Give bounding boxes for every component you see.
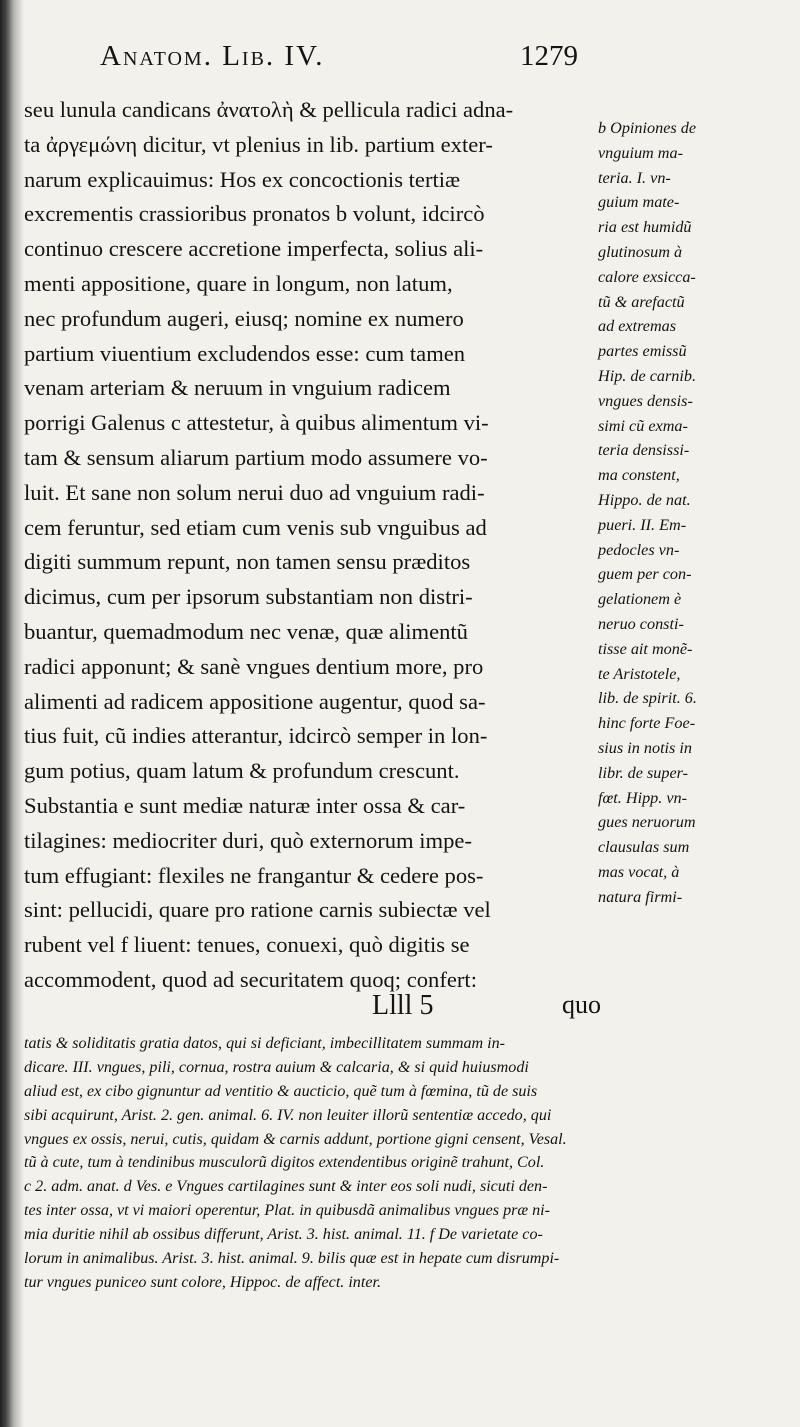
text-line: gum potius, quam latum & profundum crescunt. [24,758,460,784]
margin-note-line: sius in notis in [598,738,692,757]
catchword: quo [562,990,601,1019]
margin-note-line: vnguium ma- [598,143,683,162]
footnote-line: aliud est, ex cibo gignuntur ad ventitio & aucticio, quẽ tum à fœmina, tũ de suis [24,1082,538,1100]
text-line: narum explicauimus: Hos ex concoctionis tertiæ [24,166,461,192]
margin-note-line: Hippo. de nat. [598,490,691,509]
margin-note-line: clausulas sum [598,838,690,857]
footnote-line: tes inter ossa, vt vi maiori operentur, Plat. in quibusdã animalibus vngues præ ni- [24,1202,551,1220]
text-line: tam & sensum aliarum partium modo assumere vo- [24,444,488,470]
main-text-column [24,93,604,998]
text-line: Substantia e sunt mediæ naturæ inter ossa & car- [24,792,466,818]
text-line: luit. Et sane non solum nerui duo ad vnguium radi- [24,479,485,505]
text-line: porrigi Galenus c attestetur, à quibus alimentum vi- [24,410,489,436]
margin-note-line: natura firmi- [598,887,683,906]
signature-line [372,990,602,1030]
text-line: cem feruntur, sed etiam cum venis sub vnguibus ad [24,514,487,540]
text-line: seu lunula candicans ἀνατολὴ & pellicula radici adna- [24,97,514,122]
footnote-line: tatis & soliditatis gratia datos, qui si deficiant, imbecillitatem summam in- [24,1035,506,1052]
gutter-shadow [14,0,24,1427]
margin-note-line: ad extremas [598,317,677,336]
margin-note-line: gelationem è [598,590,682,609]
text-line: tius fuit, cũ indies atterantur, idcircò semper in lon- [24,723,488,749]
margin-notes-column [598,116,788,910]
margin-note-line: vngues densis- [598,391,693,410]
footnote-line: c 2. adm. anat. d Ves. e Vngues cartilagines sunt & inter eos soli nudi, sicuti den- [24,1178,548,1196]
text-line: nec profundum augeri, eiusq; nomine ex numero [24,305,464,331]
text-line: radici apponunt; & sanè vngues dentium more, pro [24,653,484,679]
text-line: excrementis crassioribus pronatos b volunt, idcircò [24,201,485,227]
footnote-line: tũ à cute, tum à tendinibus musculorũ digitos extendentibus originẽ trahunt, Col. [24,1154,545,1172]
footnote-line: dicare. III. vngues, pili, cornua, rostra auium & calcaria, & si quid huiusmodi [24,1058,529,1076]
footnotes-block [24,1032,800,1295]
text-line: accommodent, quod ad securitatem quoq; confert: [24,966,477,992]
page-number: 1279 [520,40,578,72]
margin-note-line: b Opiniones de [598,119,697,137]
margin-note-line: libr. de super- [598,763,689,782]
footnote-line: tur vngues puniceo sunt colore, Hippoc. de affect. inter. [24,1273,381,1291]
margin-note-line: hinc forte Foe- [598,714,696,733]
text-line: ta ἀργεμώνη dicitur, vt plenius in lib. partium exter- [24,131,493,157]
footnote-line: mia duritie nihil ab ossibus differunt, Arist. 3. hist. animal. 11. f De varietate co- [24,1226,543,1244]
text-line: menti appositione, quare in longum, non latum, [24,270,453,296]
footnote-line: lorum in animalibus. Arist. 3. hist. animal. 9. bilis quæ est in hepate cum disrumpi- [24,1250,560,1268]
text-line: digiti summum repunt, non tamen sensu præditos [24,549,471,575]
margin-note-line: guem per con- [598,565,692,584]
margin-note-line: ma constent, [598,466,680,485]
margin-note-line: pedocles vn- [598,540,680,559]
text-line: partium viuentium excludendos esse: cum tamen [24,340,466,366]
text-line: alimenti ad radicem appositione augentur, quod sa- [24,688,486,714]
footnote-line: vngues ex ossis, nerui, cutis, quidam & carnis addunt, portione gigni censent, Vesal. [24,1130,567,1148]
margin-note-line: calore exsicca- [598,267,696,286]
margin-note-line: gues neruorum [598,813,696,832]
margin-note-line: teria. I. vn- [598,168,671,187]
text-line: tum effugiant: flexiles ne frangantur & cedere pos- [24,862,484,888]
margin-note-line: ria est humidũ [598,218,692,237]
margin-note-line: partes emissũ [598,342,687,361]
signature-mark: Llll 5 [372,990,434,1021]
text-line: sint: pellucidi, quare pro ratione carnis subiectæ vel [24,897,491,923]
text-line: venam arteriam & neruum in vnguium radicem [24,375,451,401]
footnote-line: sibi acquirunt, Arist. 2. gen. animal. 6. IV. non leuiter illorũ sententiæ accedo, qui [24,1106,552,1124]
margin-note-line: lib. de spirit. 6. [598,689,697,708]
margin-note-line: pueri. II. Em- [598,515,687,534]
margin-note-line: mas vocat, à [598,862,680,881]
margin-note-line: tũ & arefactũ [598,292,685,311]
text-line: dicimus, cum per ipsorum substantiam non distri- [24,584,473,610]
text-line: continuo crescere accretione imperfecta, solius ali- [24,236,484,262]
margin-note-line: guium mate- [598,193,680,212]
margin-note-line: fœt. Hipp. vn- [598,788,688,807]
text-line: rubent vel f liuent: tenues, conuexi, quò digitis se [24,932,470,958]
margin-note-line: tisse ait monẽ- [598,639,693,658]
text-line: tilagines: mediocriter duri, quò externorum impe- [24,827,472,853]
binding-gutter [0,0,14,1427]
running-title: Anatom. Lib. IV. [100,40,325,72]
margin-note-line: neruo consti- [598,614,684,633]
margin-note-line: Hip. de carnib. [598,366,697,385]
margin-note-line: simi cũ exma- [598,416,688,435]
margin-note-line: te Aristotele, [598,664,681,683]
page-header [100,40,600,84]
margin-note-line: teria densissi- [598,441,690,460]
text-line: buantur, quemadmodum nec venæ, quæ alimentũ [24,618,468,644]
margin-note-line: glutinosum à [598,242,683,261]
